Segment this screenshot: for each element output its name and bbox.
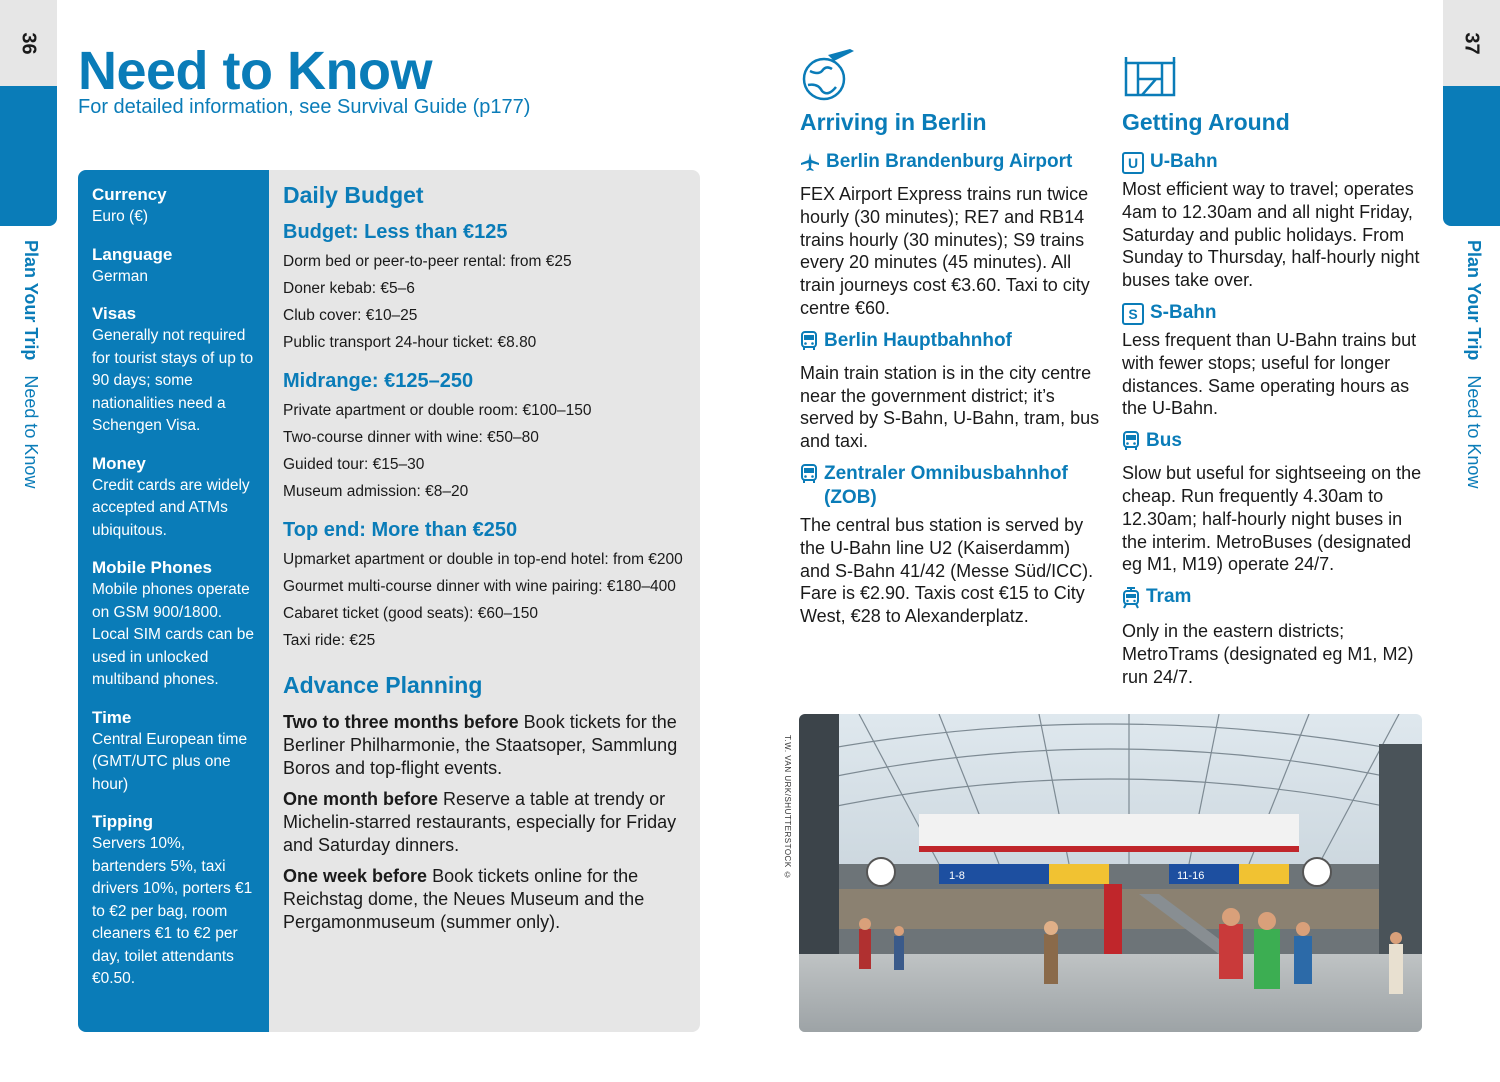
- budget-item: Guided tour: €15–30: [283, 456, 425, 473]
- fact-item: [92, 811, 261, 991]
- advance-planning-heading: Advance Planning: [283, 672, 483, 698]
- fact-item: [92, 303, 261, 438]
- fact-text: Central European time (GMT/UTC plus one hour): [92, 730, 248, 793]
- fact-item: [92, 707, 261, 797]
- planning-when: One week before: [283, 866, 428, 886]
- transport-heading: [1122, 585, 1422, 616]
- budget-item: Public transport 24-hour ticket: €8.80: [283, 334, 537, 351]
- ubahn-icon: U: [1122, 152, 1144, 174]
- right-side-tab: [1443, 0, 1500, 1082]
- bus-icon: [800, 464, 818, 491]
- page-number-right: 37: [1443, 0, 1500, 86]
- transport-title: U-Bahn: [1150, 151, 1218, 172]
- transport-text: Less frequent than U-Bahn trains but with fewer stops; useful for longer distances. Same operating hours as the U-Bahn.: [1122, 329, 1417, 419]
- airplane-icon: [800, 152, 820, 179]
- budget-tier-heading: Top end: More than €250: [283, 519, 518, 541]
- station-photo: [799, 714, 1422, 1032]
- transport-title: S-Bahn: [1150, 301, 1217, 323]
- section-label: Plan Your Trip Need to Know: [1464, 240, 1484, 489]
- transport-text: Main train station is in the city centre near the government district; it’s served by S-Bahn, U-Bahn, tram, bus and taxi.: [800, 362, 1100, 452]
- fact-item: [92, 184, 261, 229]
- platform-sign: 11-16: [1177, 870, 1205, 882]
- budget-item: Taxi ride: €25: [283, 632, 376, 649]
- budget-tier-heading: Budget: Less than €125: [283, 221, 508, 243]
- transport-heading: [800, 329, 1100, 358]
- page-number-left: 36: [0, 0, 57, 86]
- transport-title: Tram: [1146, 586, 1192, 608]
- fact-text: Euro (€): [92, 208, 148, 225]
- getting-around-column: [1122, 45, 1422, 698]
- photo-credit: T.W. VAN URK/SHUTTERSTOCK ©: [783, 735, 792, 880]
- fact-text: Credit cards are widely accepted and ATMs ubiquitous.: [92, 476, 250, 539]
- transport-title: Zentraler Omnibusbahnhof (ZOB): [824, 462, 1068, 508]
- fact-heading: Visas: [92, 304, 137, 323]
- page-subtitle: For detailed information, see Survival Guide (p177): [78, 96, 531, 118]
- transport-text: The central bus station is served by the U-Bahn line U2 (Kaiserdamm) and S-Bahn 41/42 (Messe Süd/ICC). Fare is €2.90. Taxis cost €15 to City West, €28 to Alexanderplatz.: [800, 514, 1094, 627]
- transport-text: Most efficient way to travel; operates 4am to 12.30am and all night Friday, Saturday and public holidays. From Sunday to Thursday, half-hourly night buses take over.: [1122, 179, 1420, 291]
- planning-when: Two to three months before: [283, 712, 519, 732]
- planning-entry: [283, 865, 692, 934]
- planning-entry: [283, 788, 692, 857]
- planning-text: Book tickets online for the Reichstag dome, the Neues Museum and the Pergamonmuseum (summer only).: [283, 866, 645, 932]
- budget-list: [283, 546, 692, 654]
- fact-text: Mobile phones operate on GSM 900/1800. Local SIM cards can be used in unlocked multiband phones.: [92, 581, 254, 688]
- planning-when: One month before: [283, 789, 439, 809]
- planning-entry: [283, 711, 692, 780]
- budget-item: Dorm bed or peer-to-peer rental: from €25: [283, 253, 572, 270]
- budget-item: Club cover: €10–25: [283, 307, 418, 324]
- budget-item: Museum admission: €8–20: [283, 483, 469, 500]
- tram-icon: [1122, 587, 1140, 616]
- budget-column: [269, 170, 700, 1032]
- train-station-icon: [1122, 45, 1182, 103]
- budget-item: Two-course dinner with wine: €50–80: [283, 429, 539, 446]
- budget-item: Doner kebab: €5–6: [283, 280, 415, 297]
- getting-around-heading: Getting Around: [1122, 109, 1290, 135]
- fact-item: [92, 557, 261, 692]
- section-label: Plan Your Trip Need to Know: [21, 240, 41, 489]
- planning-text: Reserve a table at trendy or Michelin-starred restaurants, especially for Friday and Saturday dinners.: [283, 789, 677, 855]
- fact-text: Servers 10%, bartenders 5%, taxi drivers 10%, porters €1 to €2 per bag, room cleaners €1 to €2 per day, toilet attendants €0.50.: [92, 835, 253, 987]
- bus-icon: [800, 331, 818, 358]
- fact-heading: Money: [92, 453, 146, 473]
- arriving-column: [800, 45, 1100, 637]
- bus-icon: [1122, 431, 1140, 458]
- transport-title: Bus: [1146, 430, 1182, 452]
- fact-item: [92, 244, 261, 289]
- arriving-heading: Arriving in Berlin: [800, 109, 987, 135]
- fact-heading: Currency: [92, 185, 167, 204]
- budget-tier-heading: Midrange: €125–250: [283, 370, 474, 392]
- transport-heading: [1122, 429, 1422, 458]
- daily-budget-heading: Daily Budget: [283, 182, 424, 208]
- fact-heading: Tipping: [92, 812, 154, 831]
- left-side-tab: [0, 0, 57, 1082]
- transport-text: Slow but useful for sightseeing on the cheap. Run frequently 4.30am to 12.30am; half-hourly night buses in the interim. MetroBuses (designated eg M1, M19) operate 24/7.: [1122, 463, 1422, 575]
- budget-list: [283, 397, 692, 505]
- page-title: Need to Know: [78, 41, 432, 101]
- station-illustration: [799, 714, 1422, 1032]
- fact-heading: Time: [92, 707, 132, 727]
- tab-accent: [1443, 86, 1500, 226]
- planning-text: Book tickets for the Berliner Philharmonie, the Staatsoper, Sammlung Boros and top-flight events.: [283, 712, 678, 778]
- budget-list: [283, 248, 692, 356]
- budget-item: Cabaret ticket (good seats): €60–150: [283, 605, 539, 622]
- transport-heading: [1122, 301, 1422, 325]
- platform-sign: 1-8: [949, 870, 965, 882]
- budget-item: Gourmet multi-course dinner with wine pairing: €180–400: [283, 578, 676, 595]
- fact-heading: Mobile Phones: [92, 558, 212, 577]
- transport-heading: [800, 150, 1100, 179]
- sbahn-icon: S: [1122, 303, 1144, 325]
- transport-heading: [800, 462, 1100, 510]
- fact-heading: Language: [92, 244, 173, 264]
- transport-title: Berlin Hauptbahnhof: [824, 329, 1012, 351]
- transport-text: Only in the eastern districts; MetroTrams (designated eg M1, M2) run 24/7.: [1122, 621, 1414, 687]
- fact-text: German: [92, 267, 148, 285]
- facts-column: [78, 170, 269, 1032]
- globe-plane-icon: [800, 45, 860, 103]
- transport-title: Berlin Brandenburg Airport: [826, 151, 1073, 172]
- fact-item: [92, 453, 261, 543]
- info-panel: [78, 170, 700, 1032]
- tab-accent: [0, 86, 57, 226]
- transport-heading: [1122, 150, 1422, 174]
- transport-text: FEX Airport Express trains run twice hourly (30 minutes); RE7 and RB14 trains hourly (30 minutes); S9 trains every 20 minutes (45 minutes). All train journeys cost €3.60. Taxi to city centre €60.: [800, 184, 1090, 318]
- budget-item: Private apartment or double room: €100–150: [283, 402, 592, 419]
- budget-item: Upmarket apartment or double in top-end hotel: from €200: [283, 551, 683, 568]
- fact-text: Generally not required for tourist stays of up to 90 days; some nationalities need a Schengen Visa.: [92, 327, 254, 434]
